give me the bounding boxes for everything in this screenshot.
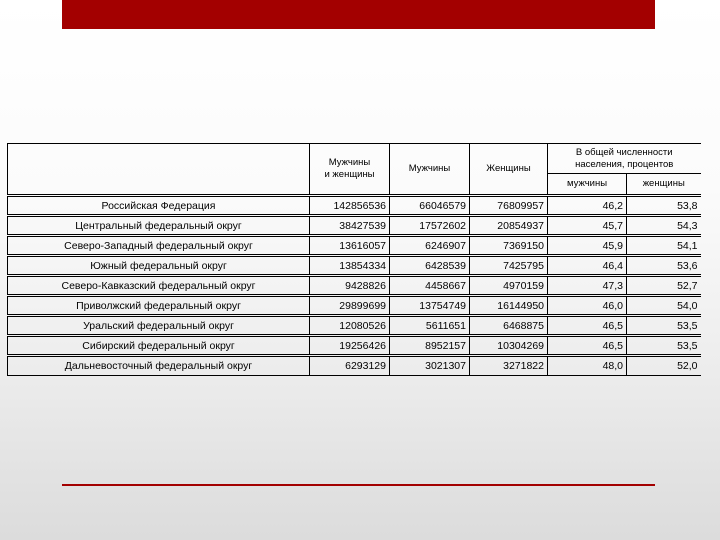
region-cell: Приволжский федеральный округ — [8, 296, 310, 316]
men-population-cell: 6246907 — [390, 236, 470, 256]
men-percent-cell: 46,5 — [548, 336, 627, 356]
header-share-line1: В общей численности — [575, 146, 673, 158]
table-row — [8, 276, 701, 296]
women-percent-cell: 54,1 — [627, 236, 701, 256]
men-percent-cell: 45,7 — [548, 216, 627, 236]
table-row — [8, 256, 701, 276]
table-row — [8, 316, 701, 336]
men-percent-cell: 46,2 — [548, 196, 627, 216]
header-men-and-women-line2: и женщины — [324, 169, 375, 180]
region-cell: Центральный федеральный округ — [8, 216, 310, 236]
total-population-cell: 6293129 — [310, 356, 390, 376]
women-population-cell: 16144950 — [470, 296, 548, 316]
header-share-women: женщины — [627, 174, 701, 196]
women-population-cell: 20854937 — [470, 216, 548, 236]
population-table — [7, 143, 701, 376]
table-row — [8, 296, 701, 316]
women-population-cell: 7425795 — [470, 256, 548, 276]
women-percent-cell: 53,6 — [627, 256, 701, 276]
total-population-cell: 142856536 — [310, 196, 390, 216]
men-population-cell: 17572602 — [390, 216, 470, 236]
region-cell: Дальневосточный федеральный округ — [8, 356, 310, 376]
region-cell: Северо-Западный федеральный округ — [8, 236, 310, 256]
region-cell: Северо-Кавказский федеральный округ — [8, 276, 310, 296]
total-population-cell: 29899699 — [310, 296, 390, 316]
table-row — [8, 336, 701, 356]
top-accent-bar — [62, 0, 655, 29]
total-population-cell: 13854334 — [310, 256, 390, 276]
men-percent-cell: 45,9 — [548, 236, 627, 256]
region-cell: Российская Федерация — [8, 196, 310, 216]
table-row — [8, 196, 701, 216]
men-population-cell: 5611651 — [390, 316, 470, 336]
table-row — [8, 216, 701, 236]
header-men-and-women — [310, 144, 390, 196]
table-header — [8, 144, 701, 196]
men-population-cell: 4458667 — [390, 276, 470, 296]
women-percent-cell: 52,0 — [627, 356, 701, 376]
header-region — [8, 144, 310, 196]
men-population-cell: 13754749 — [390, 296, 470, 316]
region-cell: Сибирский федеральный округ — [8, 336, 310, 356]
header-share-group — [548, 144, 701, 174]
men-percent-cell: 46,5 — [548, 316, 627, 336]
region-cell: Южный федеральный округ — [8, 256, 310, 276]
men-percent-cell: 48,0 — [548, 356, 627, 376]
women-percent-cell: 53,5 — [627, 336, 701, 356]
women-population-cell: 3271822 — [470, 356, 548, 376]
men-percent-cell: 46,0 — [548, 296, 627, 316]
bottom-accent-line — [62, 484, 655, 486]
total-population-cell: 12080526 — [310, 316, 390, 336]
women-population-cell: 76809957 — [470, 196, 548, 216]
header-share-line2: населения, процентов — [575, 158, 674, 170]
table-row — [8, 236, 701, 256]
men-population-cell: 66046579 — [390, 196, 470, 216]
women-population-cell: 6468875 — [470, 316, 548, 336]
men-population-cell: 3021307 — [390, 356, 470, 376]
region-cell: Уральский федеральный округ — [8, 316, 310, 336]
total-population-cell: 19256426 — [310, 336, 390, 356]
men-percent-cell: 46,4 — [548, 256, 627, 276]
total-population-cell: 13616057 — [310, 236, 390, 256]
men-population-cell: 8952157 — [390, 336, 470, 356]
women-percent-cell: 54,0 — [627, 296, 701, 316]
header-share-men: мужчины — [548, 174, 627, 196]
women-percent-cell: 52,7 — [627, 276, 701, 296]
women-percent-cell: 54,3 — [627, 216, 701, 236]
women-percent-cell: 53,5 — [627, 316, 701, 336]
header-women: Женщины — [470, 144, 548, 196]
women-percent-cell: 53,8 — [627, 196, 701, 216]
table-body — [8, 196, 701, 376]
women-population-cell: 10304269 — [470, 336, 548, 356]
table-row — [8, 356, 701, 376]
men-percent-cell: 47,3 — [548, 276, 627, 296]
header-men-and-women-line1: Мужчины — [328, 157, 371, 168]
women-population-cell: 4970159 — [470, 276, 548, 296]
total-population-cell: 9428826 — [310, 276, 390, 296]
men-population-cell: 6428539 — [390, 256, 470, 276]
women-population-cell: 7369150 — [470, 236, 548, 256]
header-men: Мужчины — [390, 144, 470, 196]
total-population-cell: 38427539 — [310, 216, 390, 236]
